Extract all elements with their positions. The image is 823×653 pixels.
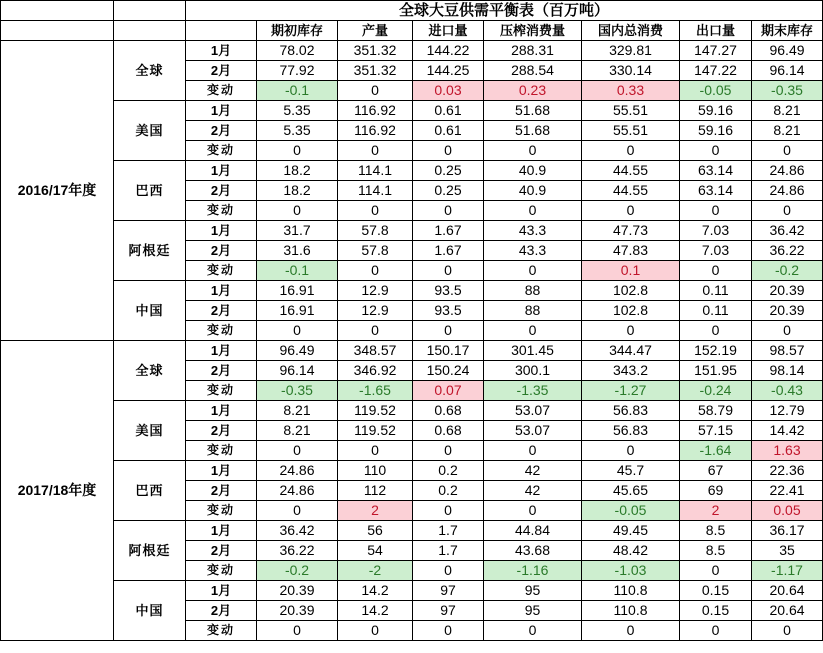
value-cell: 20.39 — [752, 281, 823, 301]
month-label: 1月 — [186, 341, 257, 361]
change-cell: 0.03 — [413, 81, 484, 101]
value-cell: 8.5 — [680, 541, 752, 561]
table-title: 全球大豆供需平衡表（百万吨） — [186, 1, 823, 21]
value-cell: 116.92 — [338, 101, 413, 121]
value-cell: 95 — [484, 581, 582, 601]
value-cell: 150.24 — [413, 361, 484, 381]
value-cell: 55.51 — [582, 101, 680, 121]
change-cell: 0 — [680, 261, 752, 281]
change-cell: 0 — [680, 141, 752, 161]
region-label: 巴西 — [114, 161, 186, 221]
value-cell: 95 — [484, 601, 582, 621]
change-cell: 0 — [338, 201, 413, 221]
table-row — [1, 101, 823, 121]
change-cell: 0 — [752, 321, 823, 341]
value-cell: 0.11 — [680, 301, 752, 321]
table-row — [1, 341, 823, 361]
value-cell: 102.8 — [582, 301, 680, 321]
month-label: 2月 — [186, 541, 257, 561]
value-cell: 43.3 — [484, 241, 582, 261]
month-label: 2月 — [186, 181, 257, 201]
change-label: 变动 — [186, 561, 257, 581]
change-cell: 0 — [582, 321, 680, 341]
change-cell: 0 — [413, 141, 484, 161]
value-cell: 1.67 — [413, 241, 484, 261]
change-cell: 0 — [484, 261, 582, 281]
change-cell: 0 — [257, 441, 338, 461]
value-cell: 59.16 — [680, 101, 752, 121]
value-cell: 110.8 — [582, 581, 680, 601]
month-label: 1月 — [186, 161, 257, 181]
change-cell: -0.43 — [752, 381, 823, 401]
change-label: 变动 — [186, 141, 257, 161]
change-cell: 0 — [413, 441, 484, 461]
value-cell: 351.32 — [338, 61, 413, 81]
value-cell: 63.14 — [680, 181, 752, 201]
table-row — [1, 521, 823, 541]
value-cell: 97 — [413, 581, 484, 601]
change-cell: 0 — [582, 141, 680, 161]
value-cell: 0.15 — [680, 581, 752, 601]
value-cell: 344.47 — [582, 341, 680, 361]
table-row — [1, 401, 823, 421]
change-cell: 0 — [484, 621, 582, 641]
change-cell: 0 — [257, 501, 338, 521]
value-cell: 351.32 — [338, 41, 413, 61]
value-cell: 98.14 — [752, 361, 823, 381]
value-cell: 63.14 — [680, 161, 752, 181]
column-header: 期初库存 — [257, 21, 338, 41]
value-cell: 8.5 — [680, 521, 752, 541]
value-cell: 44.55 — [582, 181, 680, 201]
value-cell: 31.6 — [257, 241, 338, 261]
value-cell: 43.68 — [484, 541, 582, 561]
change-cell: -0.05 — [582, 501, 680, 521]
value-cell: 97 — [413, 601, 484, 621]
change-cell: 0 — [257, 201, 338, 221]
change-cell: -1.64 — [680, 441, 752, 461]
value-cell: 96.49 — [752, 41, 823, 61]
value-cell: 42 — [484, 481, 582, 501]
month-label: 2月 — [186, 601, 257, 621]
change-cell: 0 — [338, 321, 413, 341]
change-cell: 0 — [413, 261, 484, 281]
change-cell: 0 — [338, 621, 413, 641]
change-cell: 0 — [484, 501, 582, 521]
change-cell: 0 — [413, 561, 484, 581]
value-cell: 0.2 — [413, 481, 484, 501]
column-header: 期末库存 — [752, 21, 823, 41]
value-cell: 112 — [338, 481, 413, 501]
change-cell: 0 — [338, 81, 413, 101]
column-header: 出口量 — [680, 21, 752, 41]
change-cell: -0.2 — [752, 261, 823, 281]
month-label: 2月 — [186, 421, 257, 441]
value-cell: 12.79 — [752, 401, 823, 421]
value-cell: 8.21 — [752, 101, 823, 121]
change-cell: 0 — [680, 321, 752, 341]
change-label: 变动 — [186, 321, 257, 341]
value-cell: 12.9 — [338, 281, 413, 301]
value-cell: 288.54 — [484, 61, 582, 81]
column-header: 进口量 — [413, 21, 484, 41]
value-cell: 36.22 — [752, 241, 823, 261]
region-label: 全球 — [114, 41, 186, 101]
change-cell: 0 — [582, 621, 680, 641]
month-label: 2月 — [186, 121, 257, 141]
value-cell: 58.79 — [680, 401, 752, 421]
value-cell: 96.14 — [257, 361, 338, 381]
month-label: 1月 — [186, 581, 257, 601]
value-cell: 1.67 — [413, 221, 484, 241]
value-cell: 20.39 — [257, 581, 338, 601]
value-cell: 18.2 — [257, 181, 338, 201]
value-cell: 53.07 — [484, 421, 582, 441]
value-cell: 36.22 — [257, 541, 338, 561]
value-cell: 329.81 — [582, 41, 680, 61]
value-cell: 36.42 — [752, 221, 823, 241]
value-cell: 8.21 — [752, 121, 823, 141]
value-cell: 47.83 — [582, 241, 680, 261]
change-cell: 0 — [413, 501, 484, 521]
value-cell: 119.52 — [338, 401, 413, 421]
value-cell: 56.83 — [582, 401, 680, 421]
change-cell: 0 — [257, 141, 338, 161]
value-cell: 14.42 — [752, 421, 823, 441]
region-label: 美国 — [114, 101, 186, 161]
region-label: 中国 — [114, 281, 186, 341]
change-cell: 0 — [752, 621, 823, 641]
change-cell: 0 — [484, 441, 582, 461]
month-label: 2月 — [186, 361, 257, 381]
table-row — [1, 281, 823, 301]
value-cell: 98.57 — [752, 341, 823, 361]
value-cell: 44.55 — [582, 161, 680, 181]
region-label: 阿根廷 — [114, 221, 186, 281]
value-cell: 42 — [484, 461, 582, 481]
value-cell: 150.17 — [413, 341, 484, 361]
value-cell: 47.73 — [582, 221, 680, 241]
value-cell: 69 — [680, 481, 752, 501]
value-cell: 43.3 — [484, 221, 582, 241]
value-cell: 24.86 — [257, 481, 338, 501]
value-cell: 0.2 — [413, 461, 484, 481]
value-cell: 57.8 — [338, 241, 413, 261]
change-cell: 0 — [582, 201, 680, 221]
value-cell: 49.45 — [582, 521, 680, 541]
value-cell: 110.8 — [582, 601, 680, 621]
change-label: 变动 — [186, 381, 257, 401]
month-label: 1月 — [186, 41, 257, 61]
value-cell: 22.36 — [752, 461, 823, 481]
region-label: 巴西 — [114, 461, 186, 521]
change-cell: 0.07 — [413, 381, 484, 401]
value-cell: 0.68 — [413, 401, 484, 421]
value-cell: 151.95 — [680, 361, 752, 381]
change-cell: -1.65 — [338, 381, 413, 401]
change-cell: -0.1 — [257, 261, 338, 281]
value-cell: 288.31 — [484, 41, 582, 61]
value-cell: 7.03 — [680, 241, 752, 261]
change-cell: 0 — [338, 261, 413, 281]
value-cell: 8.21 — [257, 401, 338, 421]
change-label: 变动 — [186, 441, 257, 461]
season-label: 2016/17年度 — [1, 41, 114, 341]
value-cell: 45.7 — [582, 461, 680, 481]
value-cell: 35 — [752, 541, 823, 561]
change-cell: 0 — [338, 141, 413, 161]
month-label: 2月 — [186, 481, 257, 501]
value-cell: 5.35 — [257, 101, 338, 121]
change-cell: -1.16 — [484, 561, 582, 581]
change-cell: 0.33 — [582, 81, 680, 101]
value-cell: 116.92 — [338, 121, 413, 141]
value-cell: 14.2 — [338, 581, 413, 601]
season-label: 2017/18年度 — [1, 341, 114, 641]
change-cell: 1.63 — [752, 441, 823, 461]
month-label: 2月 — [186, 241, 257, 261]
value-cell: 0.15 — [680, 601, 752, 621]
value-cell: 346.92 — [338, 361, 413, 381]
month-label: 1月 — [186, 401, 257, 421]
month-label: 2月 — [186, 301, 257, 321]
value-cell: 102.8 — [582, 281, 680, 301]
value-cell: 20.39 — [752, 301, 823, 321]
change-label: 变动 — [186, 501, 257, 521]
value-cell: 343.2 — [582, 361, 680, 381]
change-label: 变动 — [186, 81, 257, 101]
change-cell: 0 — [484, 321, 582, 341]
value-cell: 51.68 — [484, 121, 582, 141]
region-label: 全球 — [114, 341, 186, 401]
value-cell: 110 — [338, 461, 413, 481]
value-cell: 12.9 — [338, 301, 413, 321]
change-cell: 0 — [680, 561, 752, 581]
change-cell: -0.35 — [257, 381, 338, 401]
value-cell: 51.68 — [484, 101, 582, 121]
title-row — [1, 1, 823, 21]
region-label: 中国 — [114, 581, 186, 641]
value-cell: 7.03 — [680, 221, 752, 241]
change-cell: 0 — [484, 141, 582, 161]
value-cell: 147.27 — [680, 41, 752, 61]
value-cell: 18.2 — [257, 161, 338, 181]
value-cell: 45.65 — [582, 481, 680, 501]
value-cell: 144.25 — [413, 61, 484, 81]
value-cell: 77.92 — [257, 61, 338, 81]
value-cell: 24.86 — [752, 161, 823, 181]
column-header: 国内总消费 — [582, 21, 680, 41]
change-label: 变动 — [186, 621, 257, 641]
value-cell: 0.11 — [680, 281, 752, 301]
value-cell: 119.52 — [338, 421, 413, 441]
value-cell: 57.15 — [680, 421, 752, 441]
change-cell: 0 — [484, 201, 582, 221]
table-row — [1, 161, 823, 181]
column-header: 压榨消费量 — [484, 21, 582, 41]
value-cell: 1.7 — [413, 521, 484, 541]
value-cell: 96.14 — [752, 61, 823, 81]
change-cell: -1.27 — [582, 381, 680, 401]
value-cell: 22.41 — [752, 481, 823, 501]
table-row — [1, 221, 823, 241]
value-cell: 1.7 — [413, 541, 484, 561]
value-cell: 0.68 — [413, 421, 484, 441]
change-cell: -1.03 — [582, 561, 680, 581]
value-cell: 20.39 — [257, 601, 338, 621]
value-cell: 24.86 — [752, 181, 823, 201]
value-cell: 301.45 — [484, 341, 582, 361]
value-cell: 20.64 — [752, 581, 823, 601]
value-cell: 88 — [484, 281, 582, 301]
value-cell: 59.16 — [680, 121, 752, 141]
region-label: 阿根廷 — [114, 521, 186, 581]
value-cell: 114.1 — [338, 181, 413, 201]
change-cell: -0.05 — [680, 81, 752, 101]
month-label: 1月 — [186, 281, 257, 301]
value-cell: 0.61 — [413, 121, 484, 141]
value-cell: 0.61 — [413, 101, 484, 121]
change-cell: -0.1 — [257, 81, 338, 101]
value-cell: 54 — [338, 541, 413, 561]
value-cell: 16.91 — [257, 301, 338, 321]
value-cell: 144.22 — [413, 41, 484, 61]
value-cell: 36.42 — [257, 521, 338, 541]
table-row — [1, 461, 823, 481]
region-label: 美国 — [114, 401, 186, 461]
change-cell: 0 — [680, 201, 752, 221]
value-cell: 55.51 — [582, 121, 680, 141]
change-cell: -0.24 — [680, 381, 752, 401]
change-cell: 0 — [752, 141, 823, 161]
change-cell: -0.35 — [752, 81, 823, 101]
month-label: 1月 — [186, 101, 257, 121]
value-cell: 0.25 — [413, 161, 484, 181]
value-cell: 5.35 — [257, 121, 338, 141]
change-cell: -2 — [338, 561, 413, 581]
value-cell: 78.02 — [257, 41, 338, 61]
month-label: 2月 — [186, 61, 257, 81]
value-cell: 53.07 — [484, 401, 582, 421]
value-cell: 20.64 — [752, 601, 823, 621]
change-cell: 2 — [680, 501, 752, 521]
value-cell: 36.17 — [752, 521, 823, 541]
value-cell: 31.7 — [257, 221, 338, 241]
month-label: 1月 — [186, 221, 257, 241]
value-cell: 57.8 — [338, 221, 413, 241]
change-cell: -1.17 — [752, 561, 823, 581]
change-cell: -1.35 — [484, 381, 582, 401]
month-label: 1月 — [186, 521, 257, 541]
change-cell: 0 — [582, 441, 680, 461]
value-cell: 40.9 — [484, 181, 582, 201]
value-cell: 48.42 — [582, 541, 680, 561]
value-cell: 56 — [338, 521, 413, 541]
value-cell: 0.25 — [413, 181, 484, 201]
value-cell: 88 — [484, 301, 582, 321]
value-cell: 152.19 — [680, 341, 752, 361]
month-label: 1月 — [186, 461, 257, 481]
change-cell: 2 — [338, 501, 413, 521]
change-cell: 0 — [257, 321, 338, 341]
value-cell: 147.22 — [680, 61, 752, 81]
value-cell: 16.91 — [257, 281, 338, 301]
change-cell: 0 — [257, 621, 338, 641]
value-cell: 8.21 — [257, 421, 338, 441]
change-label: 变动 — [186, 261, 257, 281]
value-cell: 300.1 — [484, 361, 582, 381]
value-cell: 67 — [680, 461, 752, 481]
change-cell: 0.23 — [484, 81, 582, 101]
header-row — [1, 21, 823, 41]
change-cell: 0 — [338, 441, 413, 461]
value-cell: 24.86 — [257, 461, 338, 481]
value-cell: 114.1 — [338, 161, 413, 181]
change-cell: 0 — [413, 321, 484, 341]
value-cell: 93.5 — [413, 281, 484, 301]
value-cell: 14.2 — [338, 601, 413, 621]
change-cell: 0 — [680, 621, 752, 641]
table-row — [1, 581, 823, 601]
value-cell: 96.49 — [257, 341, 338, 361]
change-cell: 0 — [413, 621, 484, 641]
change-cell: 0 — [752, 201, 823, 221]
value-cell: 40.9 — [484, 161, 582, 181]
value-cell: 93.5 — [413, 301, 484, 321]
column-header: 产量 — [338, 21, 413, 41]
change-cell: 0.1 — [582, 261, 680, 281]
value-cell: 348.57 — [338, 341, 413, 361]
value-cell: 44.84 — [484, 521, 582, 541]
table-row — [1, 41, 823, 61]
change-cell: 0 — [413, 201, 484, 221]
change-cell: 0.05 — [752, 501, 823, 521]
value-cell: 330.14 — [582, 61, 680, 81]
value-cell: 56.83 — [582, 421, 680, 441]
change-label: 变动 — [186, 201, 257, 221]
change-cell: -0.2 — [257, 561, 338, 581]
